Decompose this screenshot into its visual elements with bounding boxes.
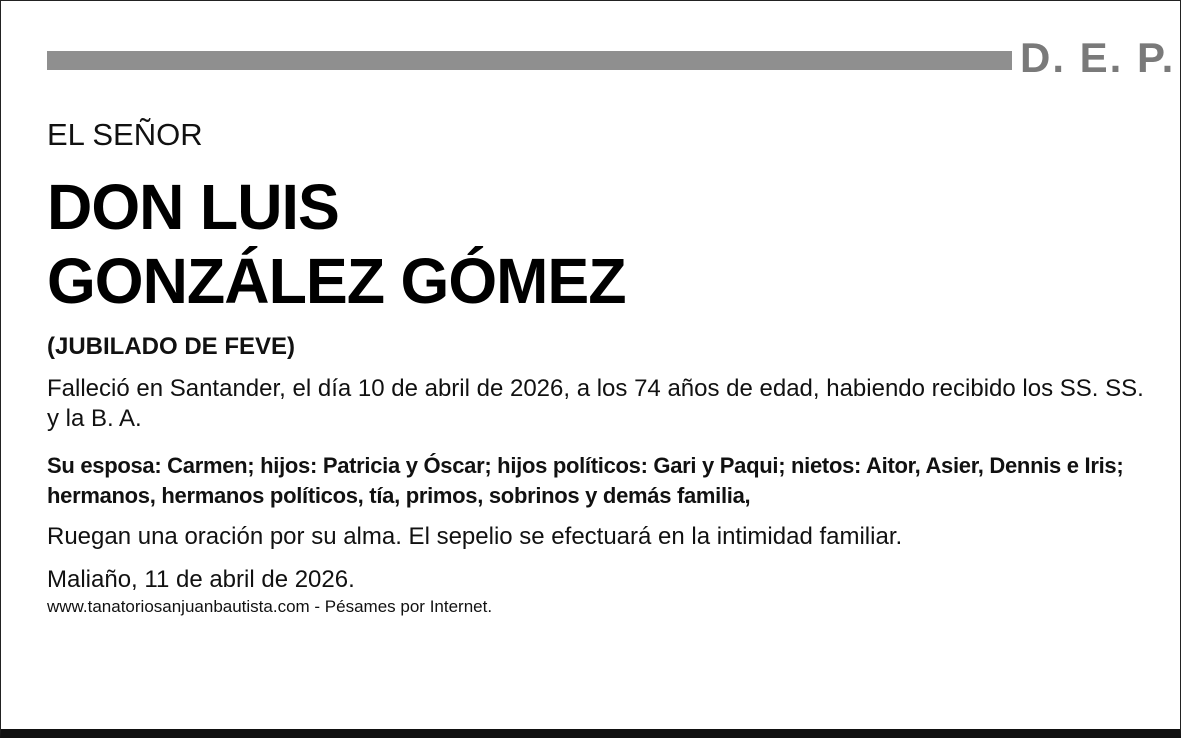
deceased-name: [47, 170, 626, 318]
deceased-name-line-2: GONZÁLEZ GÓMEZ: [47, 245, 626, 317]
deceased-name-line-1: DON LUIS: [47, 171, 339, 243]
death-notice: Falleció en Santander, el día 10 de abril de 2026, a los 74 años de edad, habiendo recibido los SS. SS. y la B. A.: [47, 375, 1144, 432]
header-rule: [47, 51, 1012, 70]
family-list: Su esposa: Carmen; hijos: Patricia y Óscar; hijos políticos: Gari y Paqui; nietos: Aitor, Asier, Dennis e Iris; hermanos, hermanos políticos, tía, primos, sobrinos y demás familia,: [47, 453, 1124, 508]
website-line: www.tanatoriosanjuanbautista.com - Pésames por Internet.: [47, 597, 493, 616]
prayer-request: Ruegan una oración por su alma. El sepelio se efectuará en la intimidad familiar.: [47, 523, 903, 550]
place-date: Maliaño, 11 de abril de 2026.: [47, 566, 355, 593]
occupation: (JUBILADO DE FEVE): [47, 333, 296, 360]
dep-mark: D. E. P.: [1020, 34, 1176, 81]
honorific: EL SEÑOR: [47, 117, 203, 152]
